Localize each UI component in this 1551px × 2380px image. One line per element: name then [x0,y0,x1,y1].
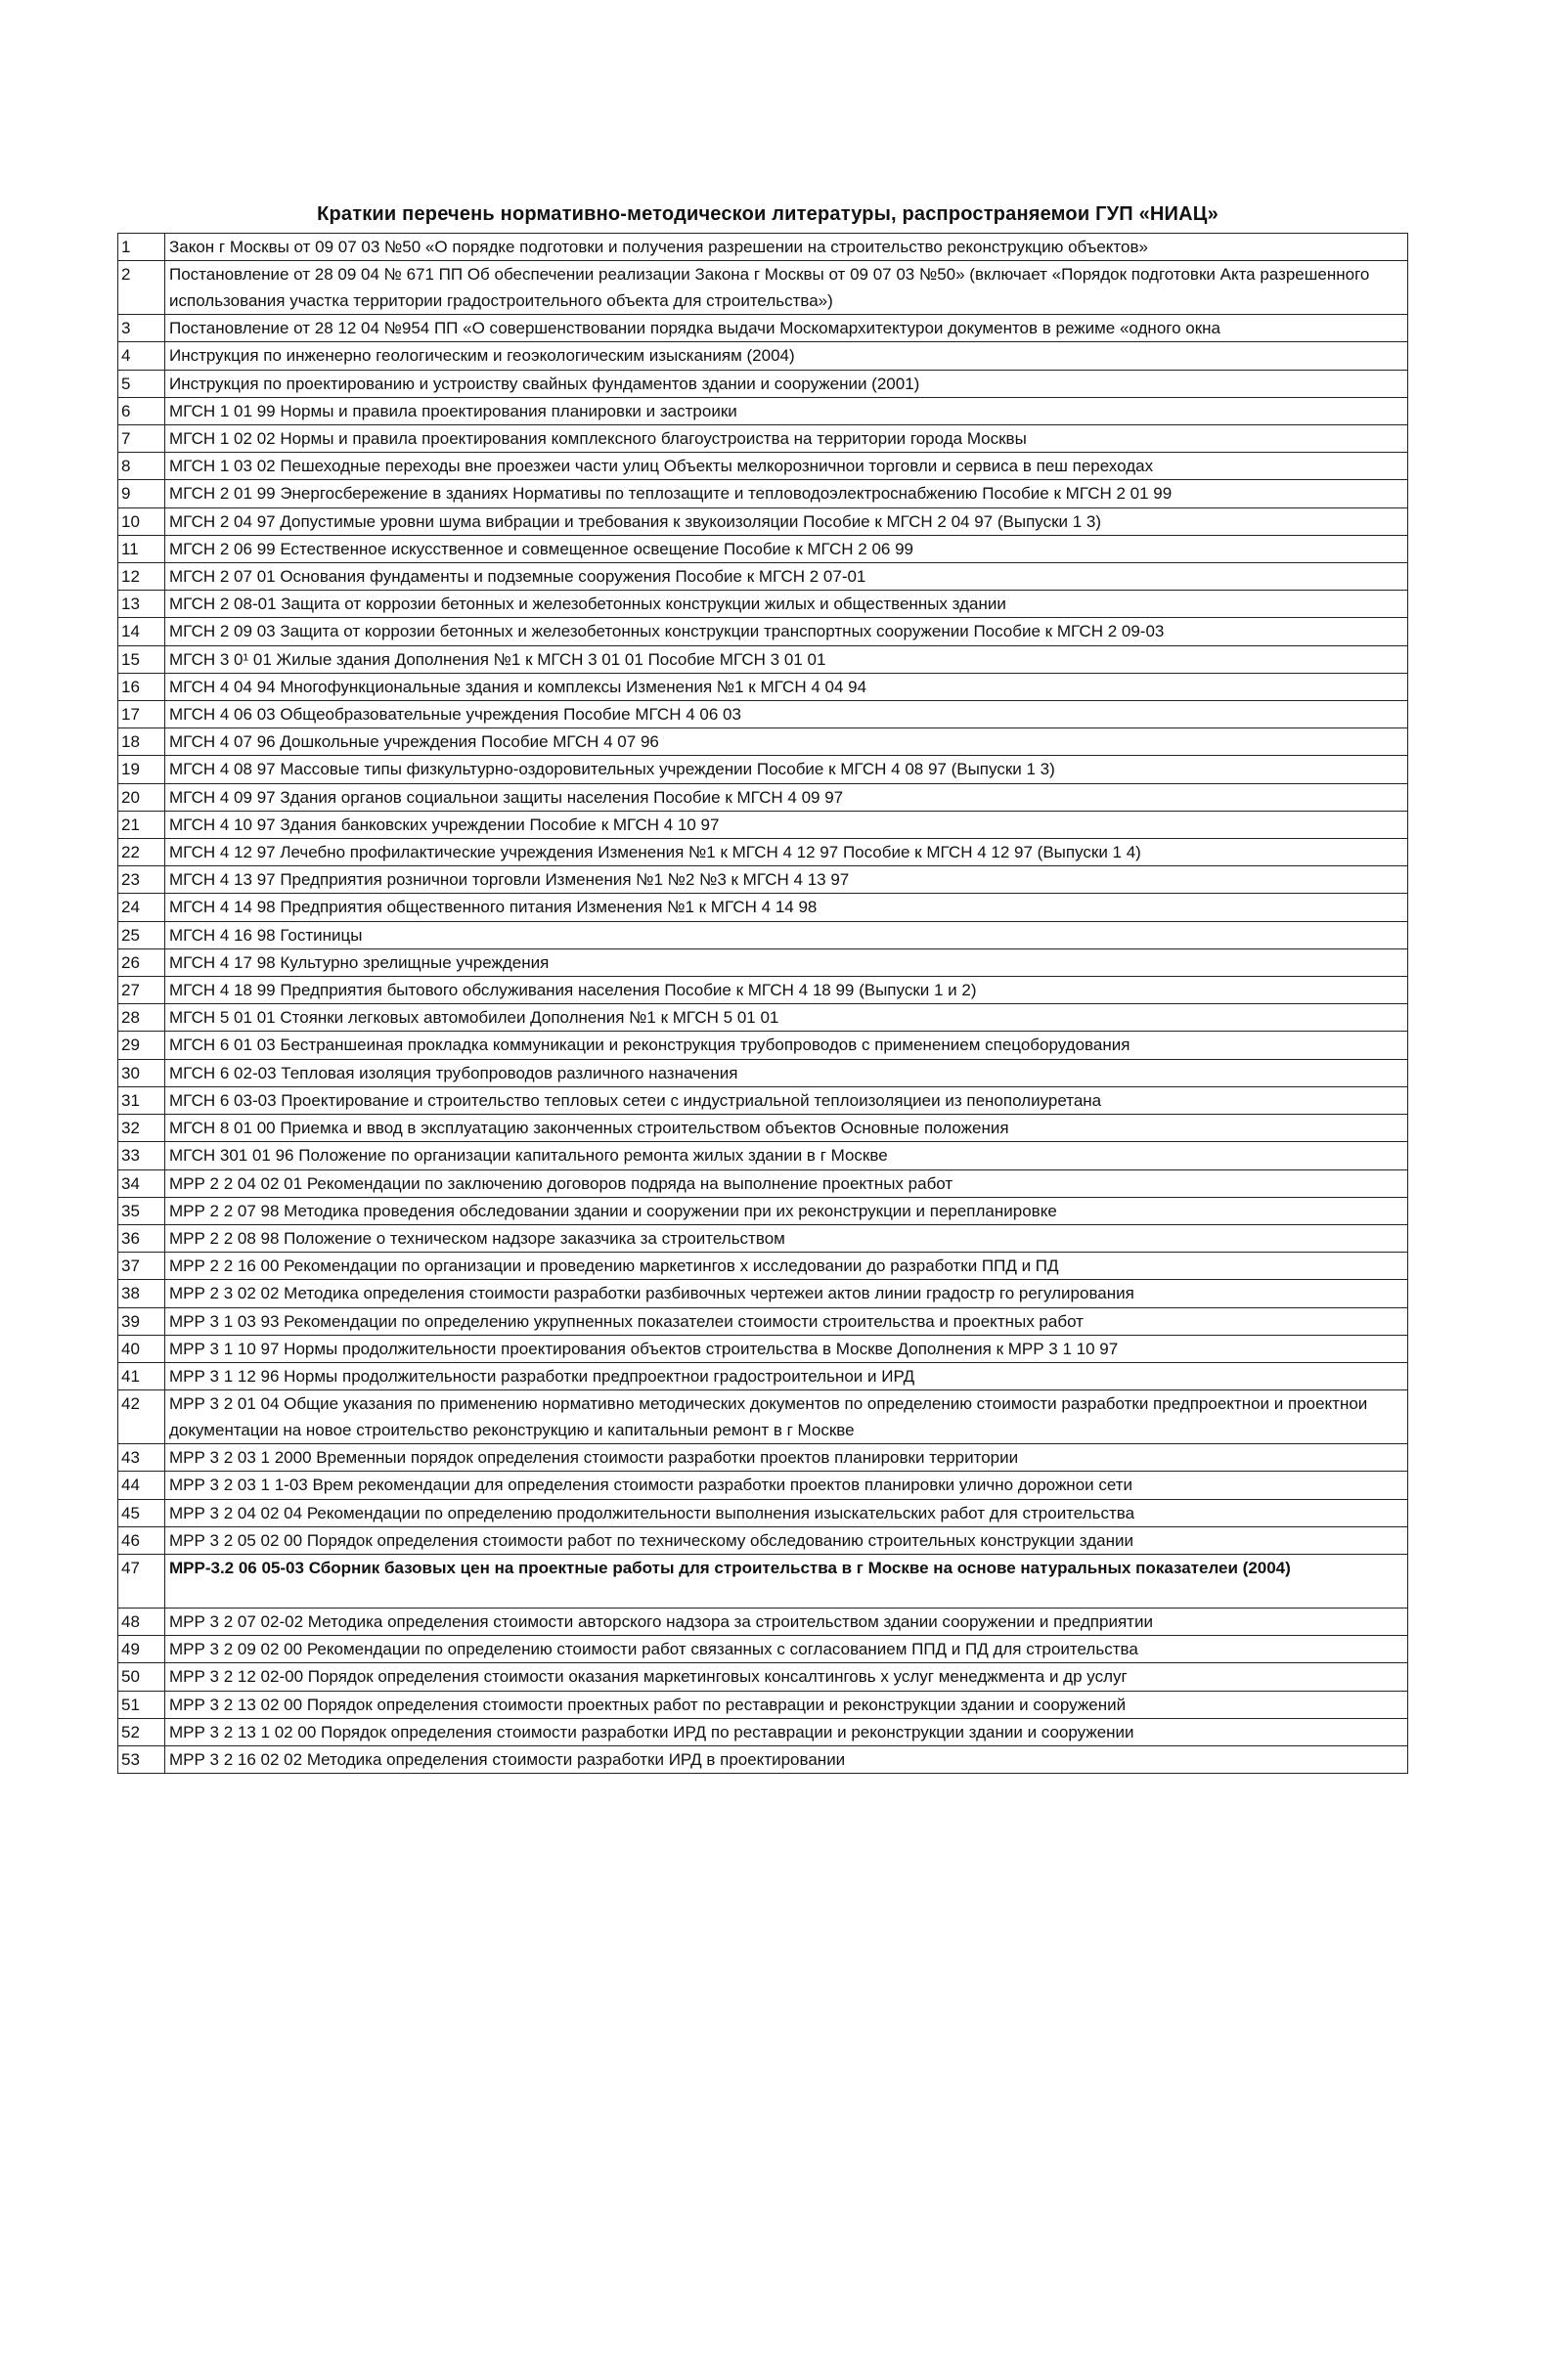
row-number: 50 [118,1663,165,1691]
row-number: 29 [118,1032,165,1059]
table-row [118,453,1408,480]
row-number: 18 [118,728,165,756]
row-text: МРР 3 2 03 1 2000 Временныи порядок определения стоимости разработки проектов планировки территории [165,1444,1408,1472]
row-text: МГСН 1 03 02 Пешеходные переходы вне проезжеи части улиц Объекты мелкорозничнои торговли и сервиса в пеш переходах [165,453,1408,480]
row-text: МРР 2 2 16 00 Рекомендации по организации и проведению маркетингов х исследовании до разработки ППД и ПД [165,1253,1408,1280]
row-number: 36 [118,1224,165,1252]
row-number: 52 [118,1718,165,1745]
row-text: МГСН 4 08 97 Массовые типы физкультурно-оздоровительных учреждении Пособие к МГСН 4 08 97 (Выпуски 1 3) [165,756,1408,783]
row-text: Закон г Москвы от 09 07 03 №50 «О порядке подготовки и получения разрешении на строительство реконструкцию объектов» [165,234,1408,261]
table-row [118,1224,1408,1252]
table-row [118,1142,1408,1169]
table-row [118,948,1408,976]
table-row [118,1115,1408,1142]
table-row [118,1032,1408,1059]
row-text: МРР 3 1 03 93 Рекомендации по определению укрупненных показателеи стоимости строительства и проектных работ [165,1307,1408,1335]
row-text: Постановление от 28 12 04 №954 ПП «О совершенствовании порядка выдачи Москомархитектурои документов в режиме «одного окна [165,315,1408,342]
table-row [118,315,1408,342]
row-text: МРР 3 2 13 02 00 Порядок определения стоимости проектных работ по реставрации и реконструкции здании и сооружений [165,1691,1408,1718]
row-text: Постановление от 28 09 04 № 671 ПП Об обеспечении реализации Закона г Москвы от 09 07 03 №50» (включает «Порядок подготовки Акта разрешенного использования участка территории градостроительного объекта для строительства») [165,261,1408,315]
row-text: МГСН 301 01 96 Положение по организации капитального ремонта жилых здании в г Москве [165,1142,1408,1169]
table-row [118,701,1408,728]
row-number: 44 [118,1472,165,1499]
table-row [118,535,1408,562]
row-number: 37 [118,1253,165,1280]
table-row [118,563,1408,591]
row-number: 32 [118,1115,165,1142]
row-number: 12 [118,563,165,591]
row-number: 33 [118,1142,165,1169]
row-text: МГСН 8 01 00 Приемка и ввод в эксплуатацию законченных строительством объектов Основные положения [165,1115,1408,1142]
table-row [118,1280,1408,1307]
row-text: МГСН 4 17 98 Культурно зрелищные учреждения [165,948,1408,976]
row-number: 46 [118,1526,165,1554]
table-row [118,480,1408,507]
table-row [118,673,1408,700]
row-number: 31 [118,1086,165,1114]
row-text: МРР 2 2 04 02 01 Рекомендации по заключению договоров подряда на выполнение проектных работ [165,1169,1408,1197]
row-text: МРР 3 2 07 02-02 Методика определения стоимости авторского надзора за строительством здании сооружении и предприятии [165,1608,1408,1635]
row-text: МГСН 5 01 01 Стоянки легковых автомобилеи Дополнения №1 к МГСН 5 01 01 [165,1004,1408,1032]
table-row [118,1444,1408,1472]
table-row [118,1745,1408,1773]
table-row [118,618,1408,645]
table-row [118,1499,1408,1526]
row-number: 14 [118,618,165,645]
row-number: 45 [118,1499,165,1526]
row-number: 24 [118,894,165,921]
row-number: 51 [118,1691,165,1718]
table-row [118,1004,1408,1032]
table-row [118,866,1408,894]
row-number: 13 [118,591,165,618]
row-text: МРР-3.2 06 05-03 Сборник базовых цен на проектные работы для строительства в г Москве на основе натуральных показателеи (2004) [165,1554,1408,1608]
row-number: 9 [118,480,165,507]
row-number: 11 [118,535,165,562]
table-row [118,1718,1408,1745]
row-text: МГСН 4 16 98 Гостиницы [165,921,1408,948]
table-row [118,1472,1408,1499]
row-text: Инструкция по инженерно геологическим и геоэкологическим изысканиям (2004) [165,342,1408,370]
row-text: МРР 3 2 09 02 00 Рекомендации по определению стоимости работ связанных с согласованием ППД и ПД для строительства [165,1636,1408,1663]
table-row [118,839,1408,866]
row-text: МГСН 1 01 99 Нормы и правила проектирования планировки и застроики [165,397,1408,424]
row-text: МГСН 4 18 99 Предприятия бытового обслуживания населения Пособие к МГСН 4 18 99 (Выпуски 1 и 2) [165,977,1408,1004]
row-number: 20 [118,783,165,811]
row-number: 26 [118,948,165,976]
row-text: МРР 2 3 02 02 Методика определения стоимости разработки разбивочных чертежеи актов линии градостр го регулирования [165,1280,1408,1307]
row-text: МРР 3 2 05 02 00 Порядок определения стоимости работ по техническому обследованию строительных конструкции здании [165,1526,1408,1554]
row-text: МГСН 4 06 03 Общеобразовательные учреждения Пособие МГСН 4 06 03 [165,701,1408,728]
row-number: 38 [118,1280,165,1307]
row-text: МГСН 2 09 03 Защита от коррозии бетонных и железобетонных конструкции транспортных сооружении Пособие к МГСН 2 09-03 [165,618,1408,645]
table-row [118,1307,1408,1335]
row-number: 35 [118,1197,165,1224]
row-number: 34 [118,1169,165,1197]
row-text: МГСН 6 02-03 Тепловая изоляция трубопроводов различного назначения [165,1059,1408,1086]
table-row [118,1362,1408,1389]
row-text: МРР 3 2 16 02 02 Методика определения стоимости разработки ИРД в проектировании [165,1745,1408,1773]
table-row [118,1086,1408,1114]
table-row [118,1197,1408,1224]
row-text: МГСН 2 04 97 Допустимые уровни шума вибрации и требования к звукоизоляции Пособие к МГСН 2 04 97 (Выпуски 1 3) [165,507,1408,535]
row-number: 22 [118,839,165,866]
row-text: Инструкция по проектированию и устроиству свайных фундаментов здании и сооружении (2001) [165,370,1408,397]
table-row [118,591,1408,618]
row-text: МГСН 4 09 97 Здания органов социальнои защиты населения Пособие к МГСН 4 09 97 [165,783,1408,811]
row-text: МРР 3 2 04 02 04 Рекомендации по определению продолжительности выполнения изыскательских работ для строительства [165,1499,1408,1526]
row-number: 17 [118,701,165,728]
table-row [118,1691,1408,1718]
table-row [118,1169,1408,1197]
row-number: 15 [118,645,165,673]
row-text: МГСН 4 12 97 Лечебно профилактические учреждения Изменения №1 к МГСН 4 12 97 Пособие к МГСН 4 12 97 (Выпуски 1 4) [165,839,1408,866]
row-number: 41 [118,1362,165,1389]
row-number: 8 [118,453,165,480]
row-text: МГСН 1 02 02 Нормы и правила проектирования комплексного благоустроиства на территории города Москвы [165,425,1408,453]
row-text: МГСН 4 10 97 Здания банковских учреждении Пособие к МГСН 4 10 97 [165,811,1408,838]
row-number: 5 [118,370,165,397]
table-row [118,397,1408,424]
row-text: МГСН 6 01 03 Бестраншеиная прокладка коммуникации и реконструкция трубопроводов с применением спецоборудования [165,1032,1408,1059]
row-text: МРР 3 2 12 02-00 Порядок определения стоимости оказания маркетинговых консалтинговь х услуг менеджмента и др услуг [165,1663,1408,1691]
table-row [118,1663,1408,1691]
row-number: 43 [118,1444,165,1472]
table-row [118,894,1408,921]
table-row [118,1554,1408,1608]
row-text: МРР 2 2 08 98 Положение о техническом надзоре заказчика за строительством [165,1224,1408,1252]
row-number: 10 [118,507,165,535]
row-number: 23 [118,866,165,894]
table-row [118,811,1408,838]
row-text: МРР 3 1 10 97 Нормы продолжительности проектирования объектов строительства в Москве Дополнения к МРР 3 1 10 97 [165,1335,1408,1362]
row-number: 3 [118,315,165,342]
table-row [118,1636,1408,1663]
table-row [118,1390,1408,1444]
literature-table [117,233,1408,1774]
table-row [118,645,1408,673]
row-text: МГСН 2 08-01 Защита от коррозии бетонных и железобетонных конструкции жилых и общественных здании [165,591,1408,618]
row-number: 4 [118,342,165,370]
row-number: 25 [118,921,165,948]
table-row [118,507,1408,535]
row-number: 49 [118,1636,165,1663]
table-row [118,1059,1408,1086]
row-text: МГСН 4 07 96 Дошкольные учреждения Пособие МГСН 4 07 96 [165,728,1408,756]
row-number: 19 [118,756,165,783]
table-row [118,234,1408,261]
table-row [118,261,1408,315]
table-row [118,1335,1408,1362]
table-row [118,342,1408,370]
table-row [118,370,1408,397]
table-row [118,1526,1408,1554]
row-number: 47 [118,1554,165,1608]
row-text: МГСН 6 03-03 Проектирование и строительство тепловых сетеи с индустриальной теплоизоляциеи из пенополиуретана [165,1086,1408,1114]
row-text: МГСН 4 13 97 Предприятия розничнои торговли Изменения №1 №2 №3 к МГСН 4 13 97 [165,866,1408,894]
row-number: 2 [118,261,165,315]
table-row [118,977,1408,1004]
row-text: МГСН 2 07 01 Основания фундаменты и подземные сооружения Пособие к МГСН 2 07-01 [165,563,1408,591]
row-text: МГСН 2 06 99 Естественное искусственное и совмещенное освещение Пособие к МГСН 2 06 99 [165,535,1408,562]
table-row [118,1608,1408,1635]
row-number: 6 [118,397,165,424]
row-text: МГСН 4 14 98 Предприятия общественного питания Изменения №1 к МГСН 4 14 98 [165,894,1408,921]
row-text: МРР 2 2 07 98 Методика проведения обследовании здании и сооружении при их реконструкции и перепланировке [165,1197,1408,1224]
row-number: 42 [118,1390,165,1444]
table-row [118,921,1408,948]
row-number: 48 [118,1608,165,1635]
row-text: МГСН 3 0¹ 01 Жилые здания Дополнения №1 к МГСН 3 01 01 Пособие МГСН 3 01 01 [165,645,1408,673]
row-number: 40 [118,1335,165,1362]
row-number: 21 [118,811,165,838]
row-number: 30 [118,1059,165,1086]
row-number: 1 [118,234,165,261]
document-title: Краткии перечень нормативно-методическои литературы, распространяемои ГУП «НИАЦ» [317,203,1219,225]
table-row [118,1253,1408,1280]
table-row [118,783,1408,811]
row-text: МГСН 4 04 94 Многофункциональные здания и комплексы Изменения №1 к МГСН 4 04 94 [165,673,1408,700]
row-number: 27 [118,977,165,1004]
table-row [118,425,1408,453]
row-number: 53 [118,1745,165,1773]
literature-table-body [118,234,1408,1774]
row-text: МРР 3 1 12 96 Нормы продолжительности разработки предпроектнои градостроительнои и ИРД [165,1362,1408,1389]
row-number: 16 [118,673,165,700]
table-row [118,756,1408,783]
row-text: МРР 3 2 13 1 02 00 Порядок определения стоимости разработки ИРД по реставрации и реконструкции здании и сооружении [165,1718,1408,1745]
row-text: МРР 3 2 01 04 Общие указания по применению нормативно методических документов по определению стоимости разработки предпроектнои и проектнои документации на новое строительство реконструкцию и капитальныи ремонт в г Москве [165,1390,1408,1444]
row-text: МРР 3 2 03 1 1-03 Врем рекомендации для определения стоимости разработки проектов планировки улично дорожнои сети [165,1472,1408,1499]
row-number: 7 [118,425,165,453]
row-text: МГСН 2 01 99 Энергосбережение в зданиях Нормативы по теплозащите и тепловодоэлектроснабжению Пособие к МГСН 2 01 99 [165,480,1408,507]
row-number: 39 [118,1307,165,1335]
row-number: 28 [118,1004,165,1032]
table-row [118,728,1408,756]
